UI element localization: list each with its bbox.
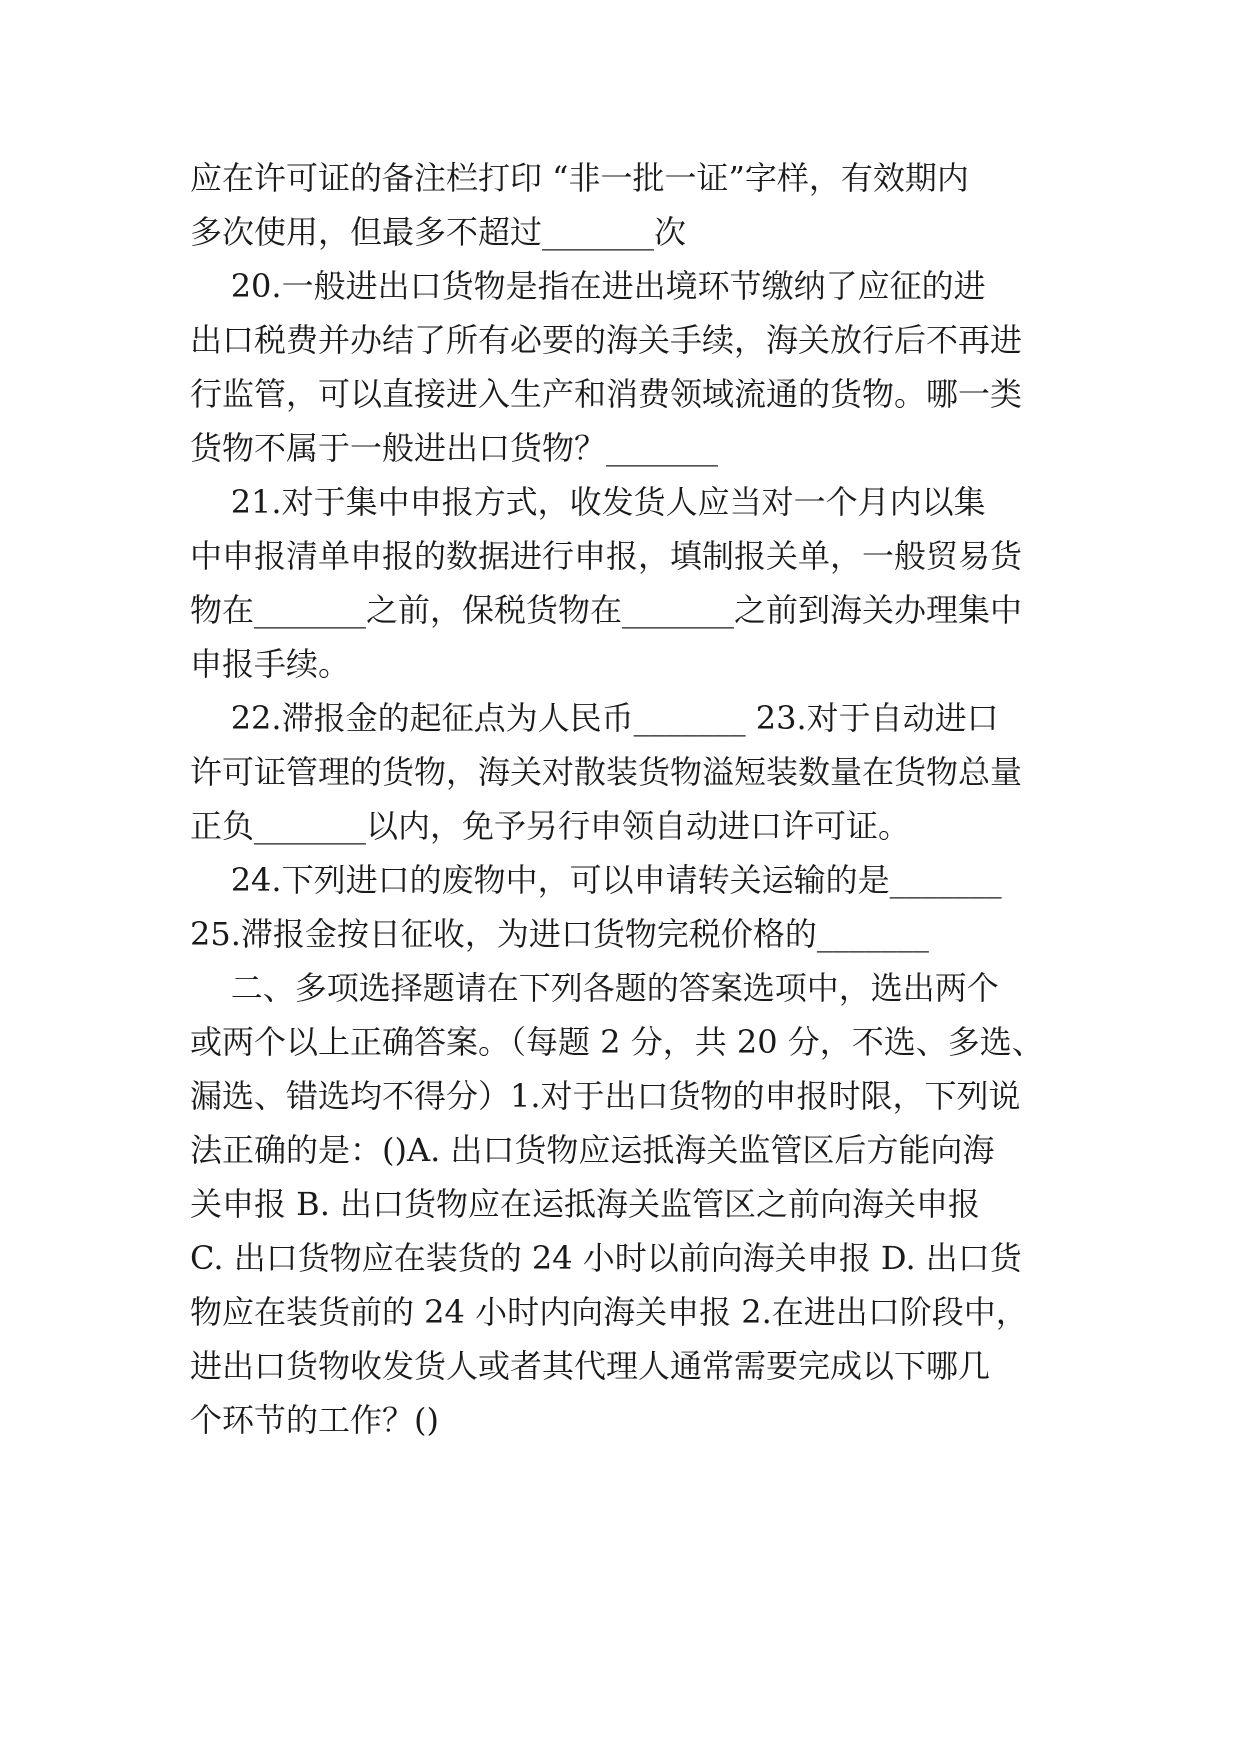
text-line: 或两个以上正确答案。（每题 2 分，共 20 分，不选、多选、	[190, 1023, 1044, 1061]
text-line: 中申报清单申报的数据进行申报，填制报关单，一般贸易货	[190, 537, 1023, 575]
text-line: 22.滞报金的起征点为人民币_______ 23.对于自动进口	[190, 699, 999, 737]
text-line: 个环节的工作？()	[190, 1401, 439, 1439]
text-line: 出口税费并办结了所有必要的海关手续，海关放行后不再进	[190, 321, 1023, 359]
text-line: 应在许可证的备注栏打印 “非一批一证”字样，有效期内	[190, 159, 969, 197]
text-line: 许可证管理的货物，海关对散装货物溢短装数量在货物总量	[190, 753, 1023, 791]
text-line: 物应在装货前的 24 小时内向海关申报 2.在进出口阶段中，	[190, 1293, 1028, 1331]
text-line: 20.一般进出口货物是指在进出境环节缴纳了应征的进	[190, 267, 986, 305]
text-line: 进出口货物收发货人或者其代理人通常需要完成以下哪几	[190, 1347, 991, 1385]
text-line: 多次使用，但最多不超过_______次	[190, 213, 687, 251]
text-line: 正负_______以内，免予另行申领自动进口许可证。	[190, 807, 911, 845]
text-line: 货物不属于一般进出口货物？_______	[190, 429, 719, 467]
text-line: C. 出口货物应在装货的 24 小时以前向海关申报 D. 出口货	[190, 1239, 1022, 1277]
text-line: 法正确的是：()A. 出口货物应运抵海关监管区后方能向海	[190, 1131, 995, 1169]
text-line: 24.下列进口的废物中，可以申请转关运输的是_______	[190, 861, 1002, 899]
text-line: 25.滞报金按日征收，为进口货物完税价格的_______	[190, 915, 929, 953]
text-line: 漏选、错选均不得分）1.对于出口货物的申报时限，下列说	[190, 1077, 1021, 1115]
text-line: 关申报 B. 出口货物应在运抵海关监管区之前向海关申报	[190, 1185, 981, 1223]
text-line: 物在_______之前，保税货物在_______之前到海关办理集中	[190, 591, 1023, 629]
text-line: 21.对于集中申报方式，收发货人应当对一个月内以集	[190, 483, 986, 521]
text-line: 行监管，可以直接进入生产和消费领域流通的货物。哪一类	[190, 375, 1023, 413]
text-line: 二、多项选择题请在下列各题的答案选项中，选出两个	[190, 969, 999, 1007]
text-line: 申报手续。	[190, 645, 351, 683]
